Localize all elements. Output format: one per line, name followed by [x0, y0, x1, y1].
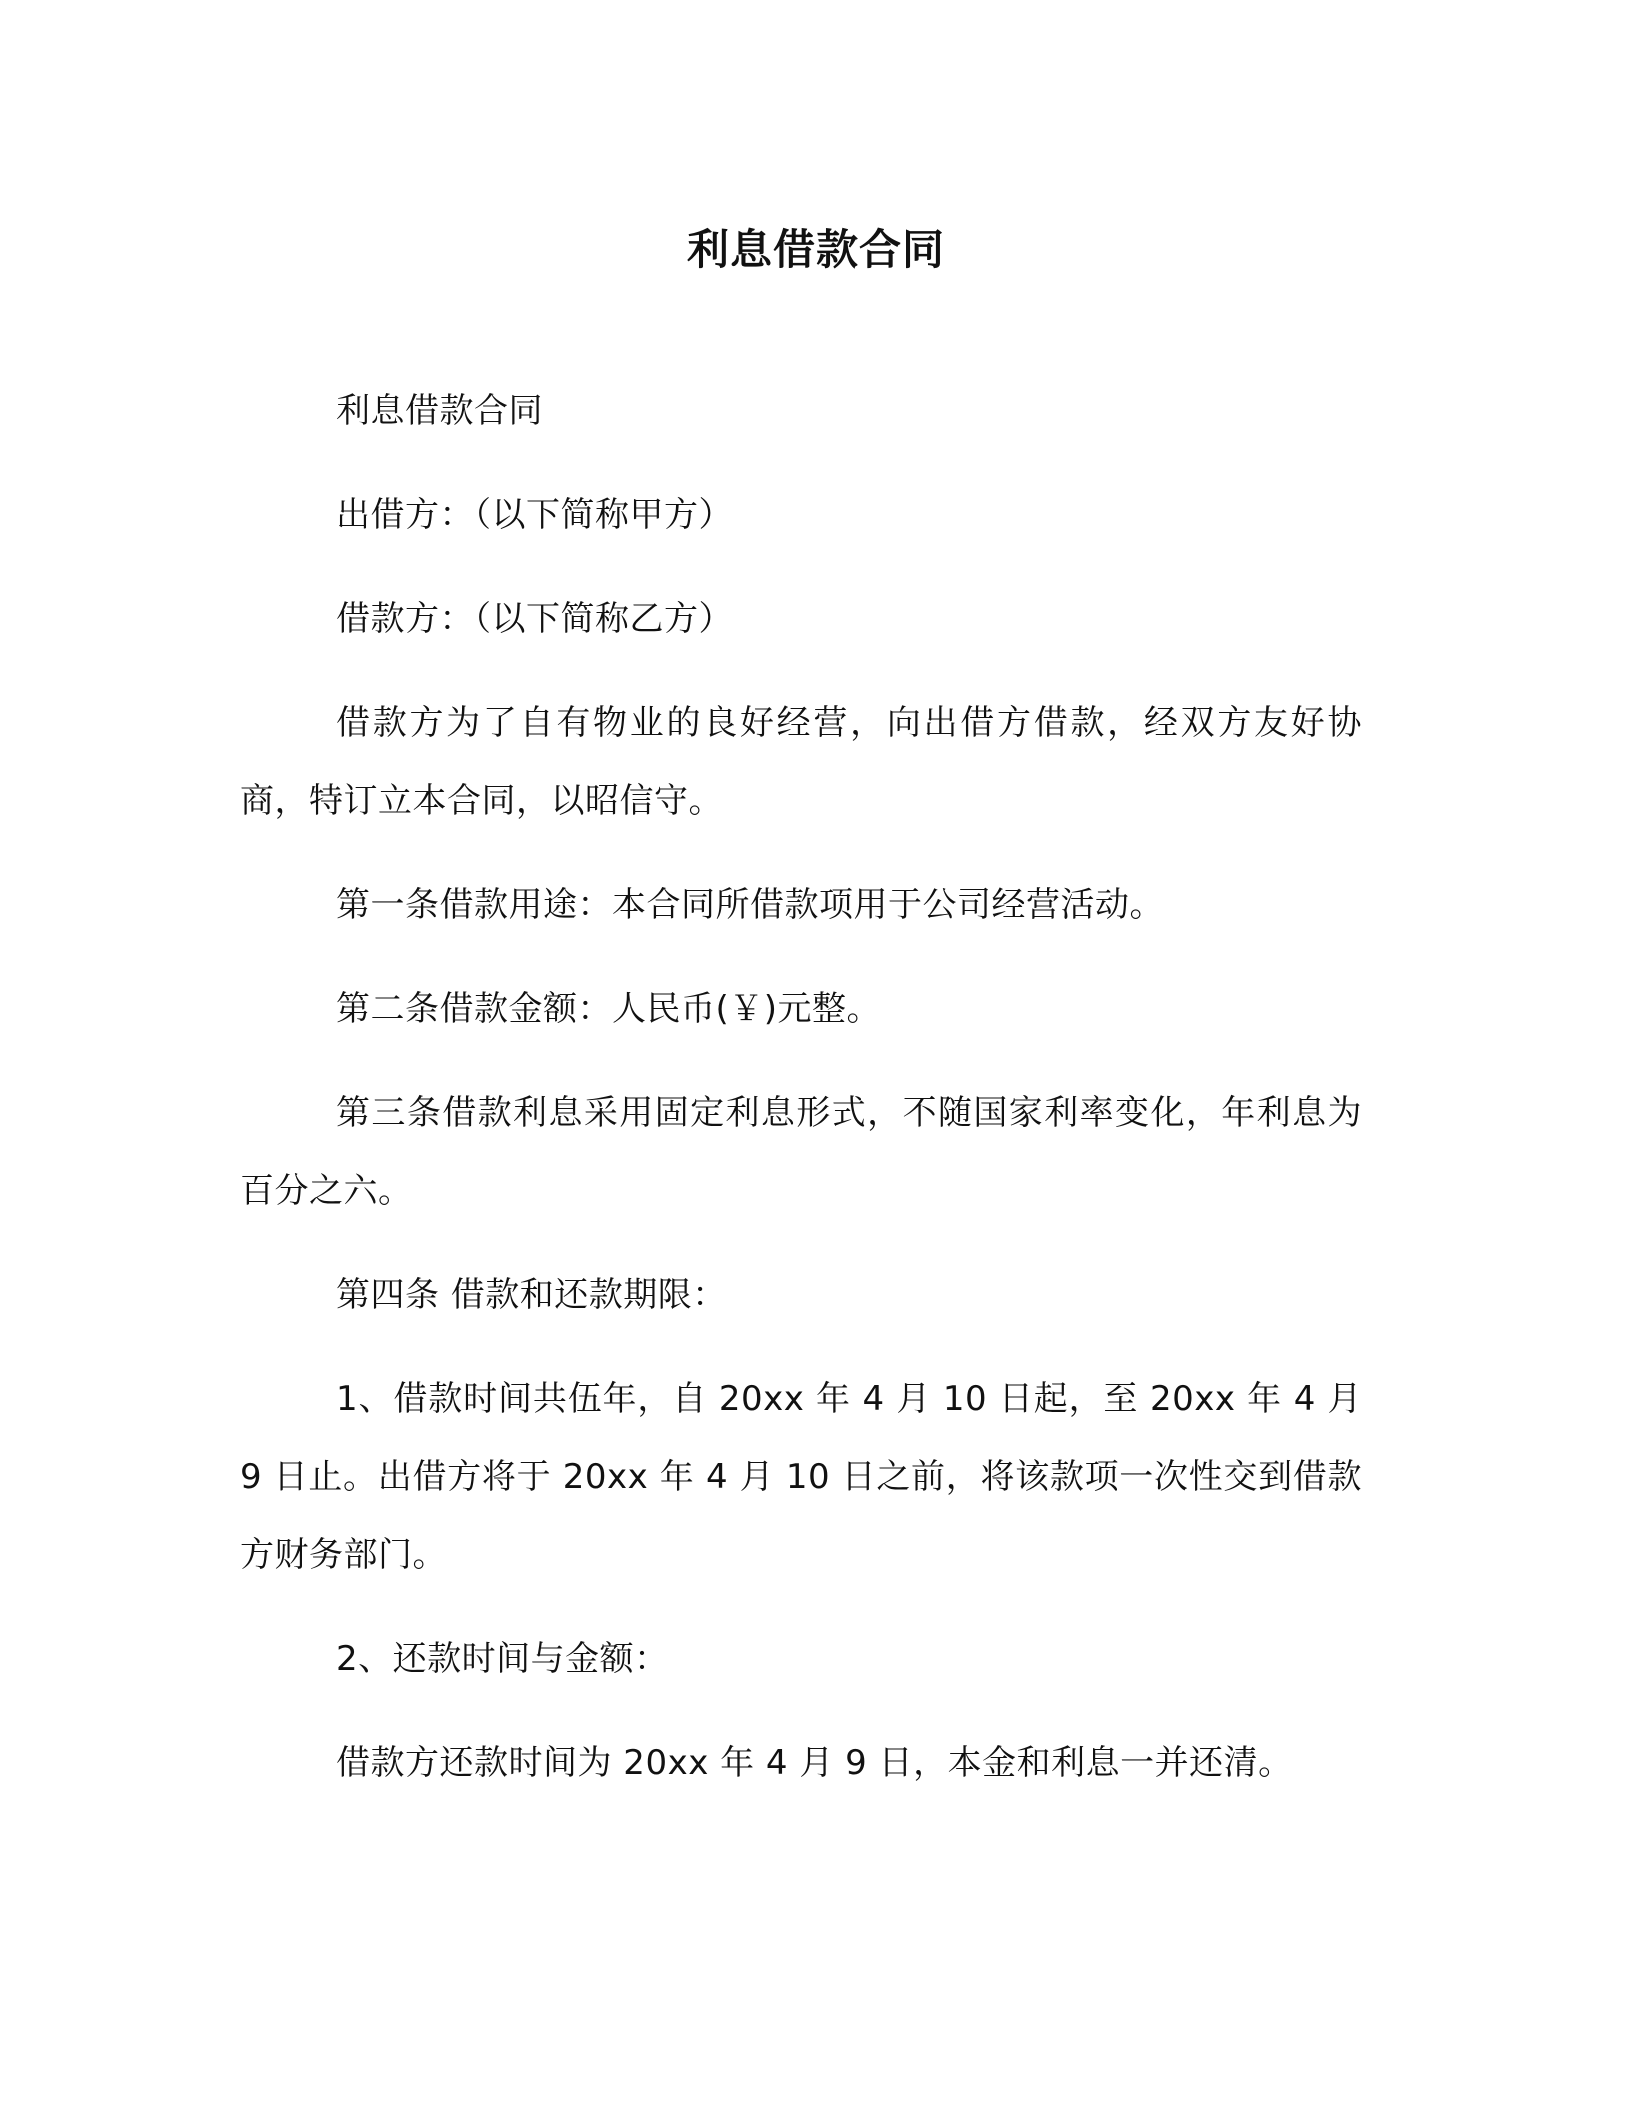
document-title: 利息借款合同: [686, 225, 945, 274]
paragraph-article-1: 第一条借款用途：本合同所借款项用于公司经营活动。: [336, 885, 1164, 925]
paragraph-article-2: 第二条借款金额：人民币(￥)元整。: [336, 989, 882, 1029]
document-body: [240, 372, 1362, 1802]
paragraph-heading: 利息借款合同: [336, 391, 543, 431]
paragraph-repayment-date: 借款方还款时间为 20xx 年 4 月 9 日，本金和利息一并还清。: [336, 1743, 1293, 1783]
paragraph-article-3: 第三条借款利息采用固定利息形式，不随国家利率变化，年利息为百分之六。: [240, 1093, 1362, 1211]
paragraph-lender: 出借方：（以下简称甲方）: [336, 495, 733, 535]
paragraph-loan-term: 1、借款时间共伍年，自 20xx 年 4 月 10 日起，至 20xx 年 4 月 9 日止。出借方将于 20xx 年 4 月 10 日之前，将该款项一次性交到借款方财务部门。: [240, 1379, 1362, 1575]
paragraph-repayment-heading: 2、还款时间与金额：: [336, 1639, 669, 1679]
paragraph-preamble: 借款方为了自有物业的良好经营，向出借方借款，经双方友好协商，特订立本合同，以昭信守。: [240, 703, 1362, 821]
paragraph-article-4: 第四条 借款和还款期限：: [336, 1275, 727, 1315]
paragraph-borrower: 借款方：（以下简称乙方）: [336, 599, 733, 639]
